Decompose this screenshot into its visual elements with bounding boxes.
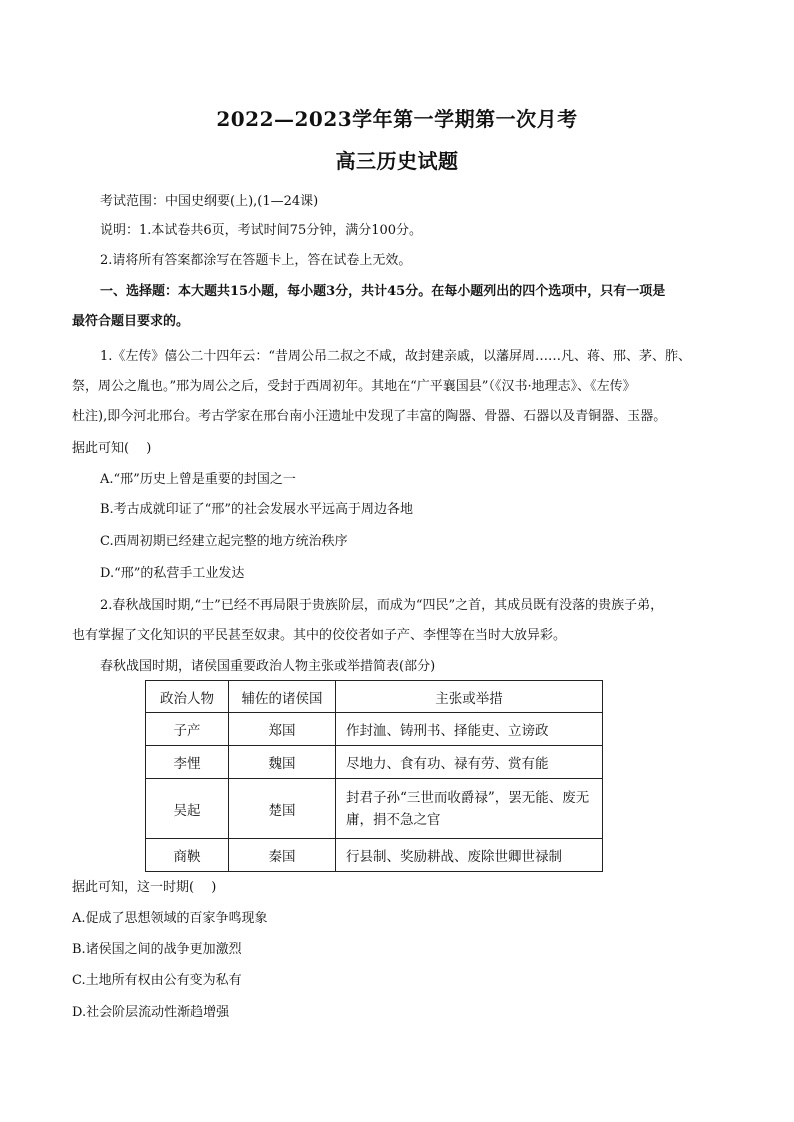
table-header-cell: 主张或举措 xyxy=(336,681,603,713)
q1-text-line-1: 1.《左传》僖公二十四年云：“昔周公吊二叔之不咸，故封建亲戚，以藩屏周……凡、蒋、邢、茅、胙、 xyxy=(100,349,692,364)
table-cell: 商鞅 xyxy=(146,839,229,872)
q1-option-d: D.“邢”的私营手工业发达 xyxy=(100,566,245,581)
table-row xyxy=(146,713,603,746)
table-cell: 行县制、奖励耕战、废除世卿世禄制 xyxy=(336,839,603,872)
q2-table xyxy=(145,680,603,872)
table-row xyxy=(146,779,603,839)
table-row xyxy=(146,839,603,872)
q2-option-b: B.诸侯国之间的战争更加激烈 xyxy=(72,942,242,957)
q2-option-c: C.土地所有权由公有变为私有 xyxy=(72,973,242,988)
exam-scope: 考试范围：中国史纲要(上),(1—24课) xyxy=(100,194,319,209)
q1-text-line-3: 杜注),即今河北邢台。考古学家在邢台南小汪遗址中发现了丰富的陶器、骨器、石器以及青铜器、玉器。 xyxy=(72,409,667,424)
section-heading-cont: 最符合题目要求的。 xyxy=(72,314,190,329)
q2-option-d: D.社会阶层流动性渐趋增强 xyxy=(72,1005,230,1020)
q2-text-line-2: 也有掌握了文化知识的平民甚至奴隶。其中的佼佼者如子产、李悝等在当时大放异彩。 xyxy=(72,628,567,643)
q1-option-c: C.西周初期已经建立起完整的地方统治秩序 xyxy=(100,534,348,549)
q2-question-stem: 据此可知，这一时期( ) xyxy=(72,880,217,895)
table-cell: 封君子孙“三世而收爵禄”，罢无能、废无庸，捐不急之官 xyxy=(336,779,603,839)
table-cell: 楚国 xyxy=(229,779,336,839)
table-cell: 郑国 xyxy=(229,713,336,746)
exam-note-2: 2.请将所有答案都涂写在答题卡上，答在试卷上无效。 xyxy=(100,253,412,268)
q2-table-caption: 春秋战国时期，诸侯国重要政治人物主张或举措简表(部分) xyxy=(100,659,436,674)
table-row xyxy=(146,746,603,779)
exam-note-1: 说明：1.本试卷共6页，考试时间75分钟，满分100分。 xyxy=(100,223,423,238)
table-cell: 秦国 xyxy=(229,839,336,872)
table-cell: 魏国 xyxy=(229,746,336,779)
table-header-row xyxy=(146,681,603,713)
table-header-cell: 辅佐的诸侯国 xyxy=(229,681,336,713)
q2-text-line-1: 2.春秋战国时期,“士”已经不再局限于贵族阶层，而成为“四民”之首，其成员既有没落的贵族子弟， xyxy=(100,598,664,613)
table-cell: 作封洫、铸刑书、择能吏、立谤政 xyxy=(336,713,603,746)
table-header-cell: 政治人物 xyxy=(146,681,229,713)
table-cell: 李悝 xyxy=(146,746,229,779)
q1-option-b: B.考古成就印证了“邢”的社会发展水平远高于周边各地 xyxy=(100,502,413,517)
table-cell: 吴起 xyxy=(146,779,229,839)
q1-text-line-2: 祭，周公之胤也。”邢为周公之后，受封于西周初年。其地在“广平襄国县”（《汉书·地理志》、《左传》 xyxy=(72,379,636,394)
section-heading: 一、选择题：本大题共15小题，每小题3分，共计45分。在每小题列出的四个选项中，只有一项是 xyxy=(100,284,666,299)
q2-option-a: A.促成了思想领域的百家争鸣现象 xyxy=(72,911,268,926)
exam-subtitle: 高三历史试题 xyxy=(335,149,459,173)
table-cell: 尽地力、食有功、禄有劳、赏有能 xyxy=(336,746,603,779)
q1-option-a: A.“邢”历史上曾是重要的封国之一 xyxy=(100,472,296,487)
q1-question-stem: 据此可知( ) xyxy=(72,441,152,456)
exam-title: 2022—2023学年第一学期第一次月考 xyxy=(216,107,578,131)
table-cell: 子产 xyxy=(146,713,229,746)
